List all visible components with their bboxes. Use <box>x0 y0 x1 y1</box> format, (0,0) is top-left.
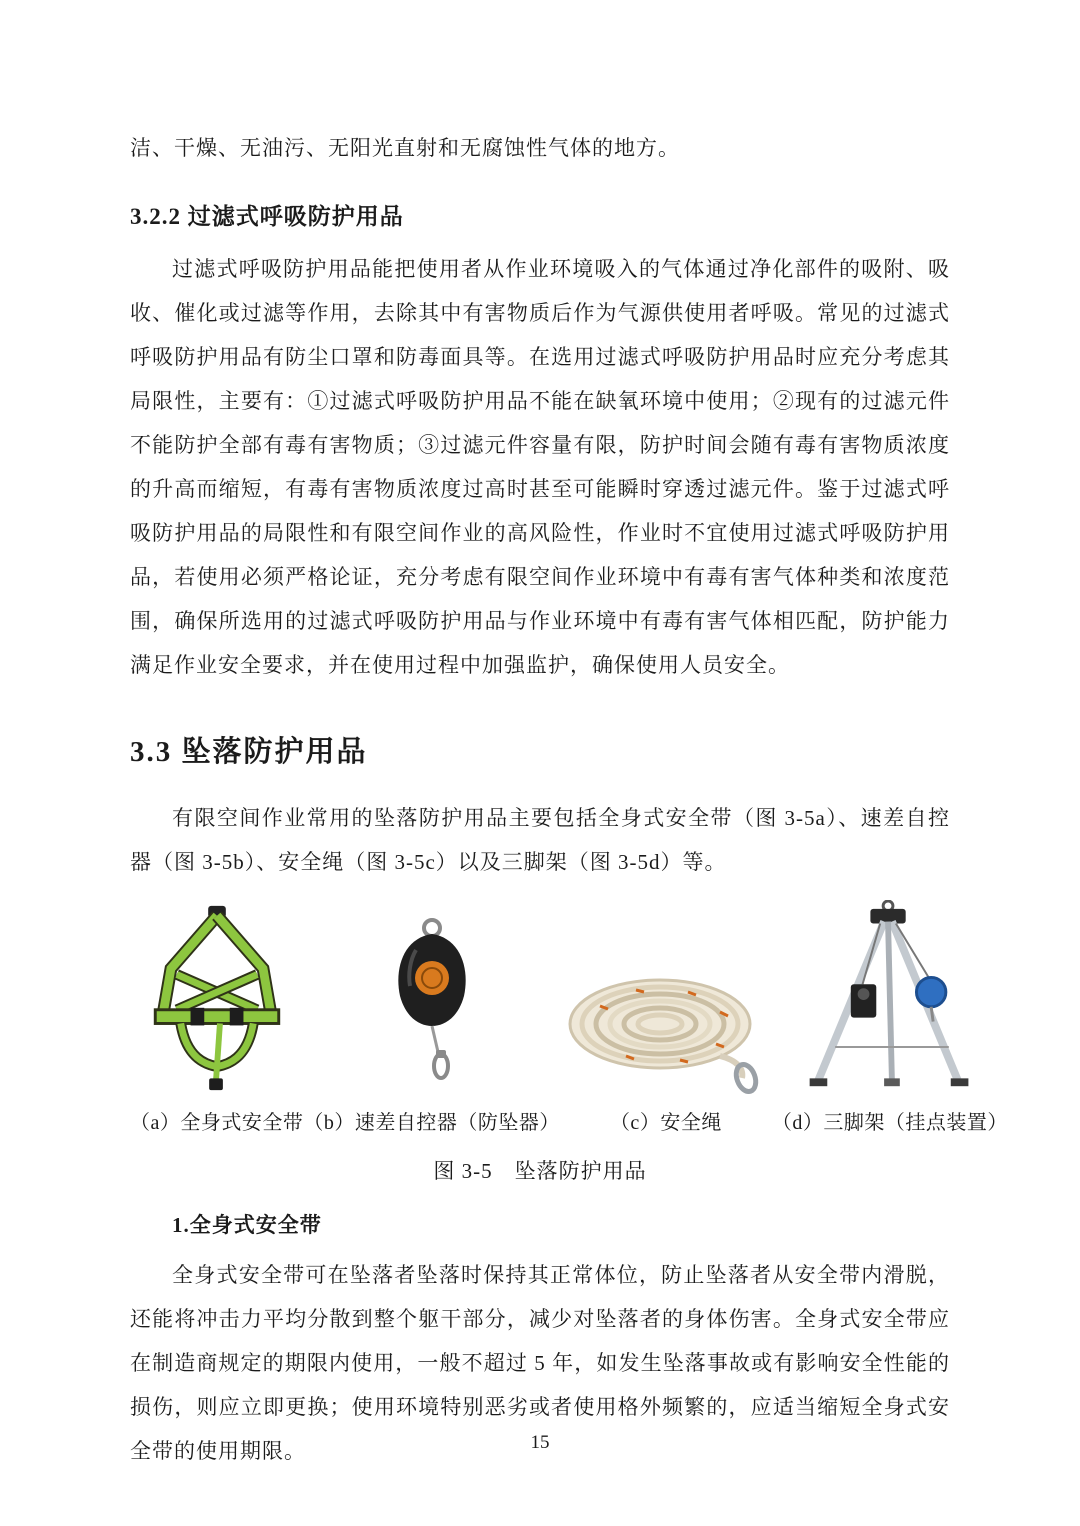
figure-label-a: （a）全身式安全带 <box>130 1112 304 1134</box>
figure-label-d: （d）三脚架（挂点装置） <box>771 1112 1008 1134</box>
figure-caption: 图 3-5 坠落防护用品 <box>433 1159 647 1183</box>
figure-3-5 <box>130 900 1008 1185</box>
figure-label-b: （b）速差自控器（防坠器） <box>303 1112 560 1134</box>
figure-item-rope <box>560 900 772 1135</box>
section-3-2-2-paragraph: 过滤式呼吸防护用品能把使用者从作业环境吸入的气体通过净化部件的吸附、吸收、催化或过滤等作用，去除其中有害物质后作为气源供使用者呼吸。常见的过滤式呼吸防护用品有防尘口罩和防毒面具等。在选用过滤式呼吸防护用品时应充分考虑其局限性，主要有：①过滤式呼吸防护用品不能在缺氧环境中使用；②现有的过滤元件不能防护全部有毒有害物质；③过滤元件容量有限，防护时间会随有毒有害物质浓度的升高而缩短，有毒有害物质浓度过高时甚至可能瞬时穿透过滤元件。鉴于过滤式呼吸防护用品的局限性和有限空间作业的高风险性，作业时不宜使用过滤式呼吸防护用品，若使用必须严格论证，充分考虑有限空间作业环境中有毒有害气体种类和浓度范围，确保所选用的过滤式呼吸防护用品与作业环境中有毒有害气体相匹配，防护能力满足作业安全要求，并在使用过程中加强监护，确保使用人员安全。 <box>130 257 950 677</box>
figure-item-tripod <box>772 900 1008 1135</box>
section-3-2-2-heading: 3.2.2 过滤式呼吸防护用品 <box>130 204 404 229</box>
figure-image-row <box>130 900 1008 1135</box>
page-number: 15 <box>530 1432 550 1453</box>
fall-arrester-image <box>382 900 482 1096</box>
harness-image <box>132 900 302 1096</box>
subsection-1-heading: 1.全身式安全带 <box>172 1213 322 1237</box>
subsection-1-paragraph: 全身式安全带可在坠落者坠落时保持其正常体位，防止坠落者从安全带内滑脱，还能将冲击力平均分散到整个躯干部分，减少对坠落者的身体伤害。全身式安全带应在制造商规定的期限内使用，一般不超过 5 年，如发生坠落事故或有影响安全性能的损伤，则应立即更换；使用环境特别恶劣或者使用格外频繁的，应适当缩短全身式安全带的使用期限。 <box>130 1263 950 1463</box>
tripod-image <box>800 900 980 1096</box>
figure-label-c: （c）安全绳 <box>609 1112 722 1134</box>
section-3-3-paragraph: 有限空间作业常用的坠落防护用品主要包括全身式安全带（图 3-5a）、速差自控器（图 3-5b）、安全绳（图 3-5c）以及三脚架（图 3-5d）等。 <box>130 806 950 874</box>
figure-item-fall-arrester <box>303 900 560 1135</box>
figure-item-harness <box>130 900 303 1135</box>
intro-line: 洁、干燥、无油污、无阳光直射和无腐蚀性气体的地方。 <box>130 136 680 160</box>
section-3-3-heading: 3.3 坠落防护用品 <box>130 736 368 768</box>
safety-rope-image <box>560 900 772 1096</box>
